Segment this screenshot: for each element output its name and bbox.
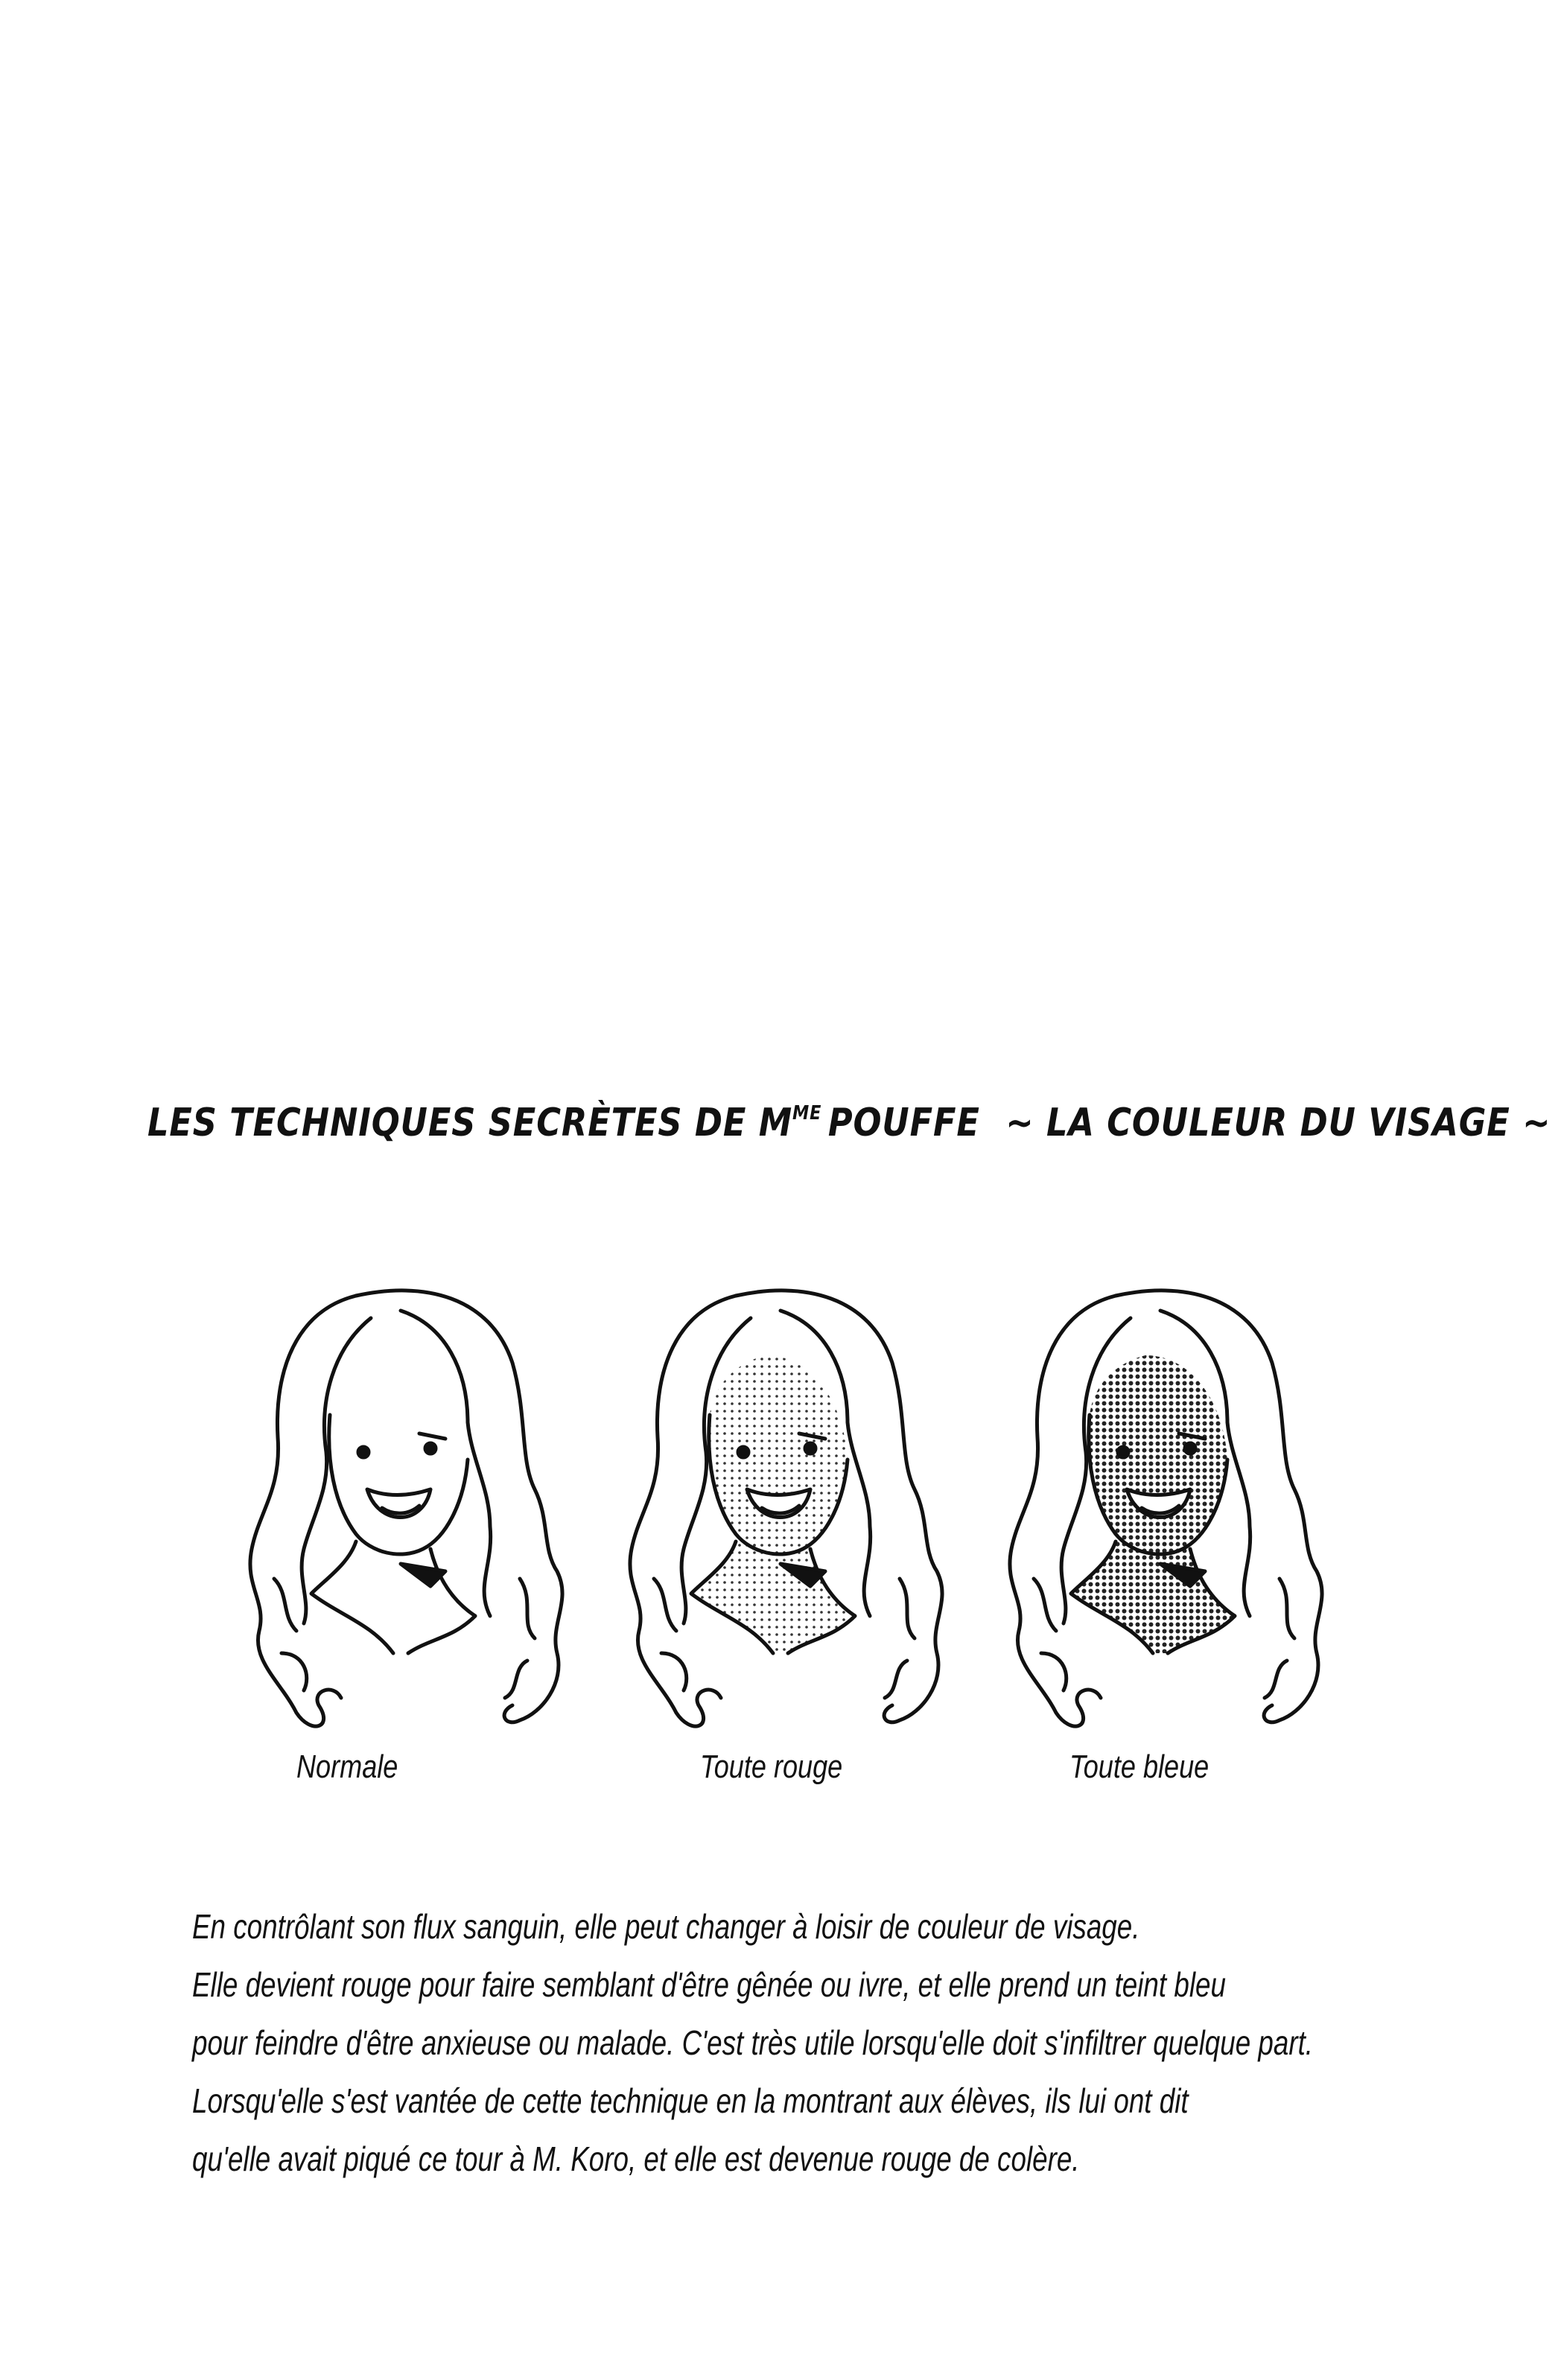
caption-toute-bleue: Toute bleue: [1069, 1749, 1209, 1785]
title-subtitle: ~ LA COULEUR DU VISAGE ~: [1005, 1101, 1551, 1145]
face-blue-illustration: [967, 1266, 1354, 1757]
title-superscript: ME: [792, 1102, 822, 1124]
title-part-1: LES TECHNIQUES SECRÈTES DE M: [147, 1101, 793, 1145]
caption-normale: Normale: [296, 1749, 398, 1785]
explanation-text: [192, 1897, 1458, 2188]
caption-toute-rouge: Toute rouge: [700, 1749, 843, 1785]
face-illustrations: [0, 1266, 1564, 1757]
body-line: Lorsqu'elle s'est vantée de cette technique en la montrant aux élèves, ils lui ont dit: [192, 2081, 1189, 2120]
body-line: qu'elle avait piqué ce tour à M. Koro, et elle est devenue rouge de colère.: [192, 2139, 1080, 2178]
face-red-illustration: [587, 1266, 974, 1757]
face-normal-illustration: [207, 1266, 594, 1757]
title-part-2: POUFFE: [827, 1101, 980, 1145]
body-line: En contrôlant son flux sanguin, elle peut changer à loisir de couleur de visage.: [192, 1907, 1140, 1946]
body-line: Elle devient rouge pour faire semblant d'être gênée ou ivre, et elle prend un teint bleu: [192, 1965, 1226, 2004]
body-line: pour feindre d'être anxieuse ou malade. C'est très utile lorsqu'elle doit s'infiltrer quelque part.: [192, 2023, 1314, 2062]
page-title: [147, 1101, 1551, 1160]
